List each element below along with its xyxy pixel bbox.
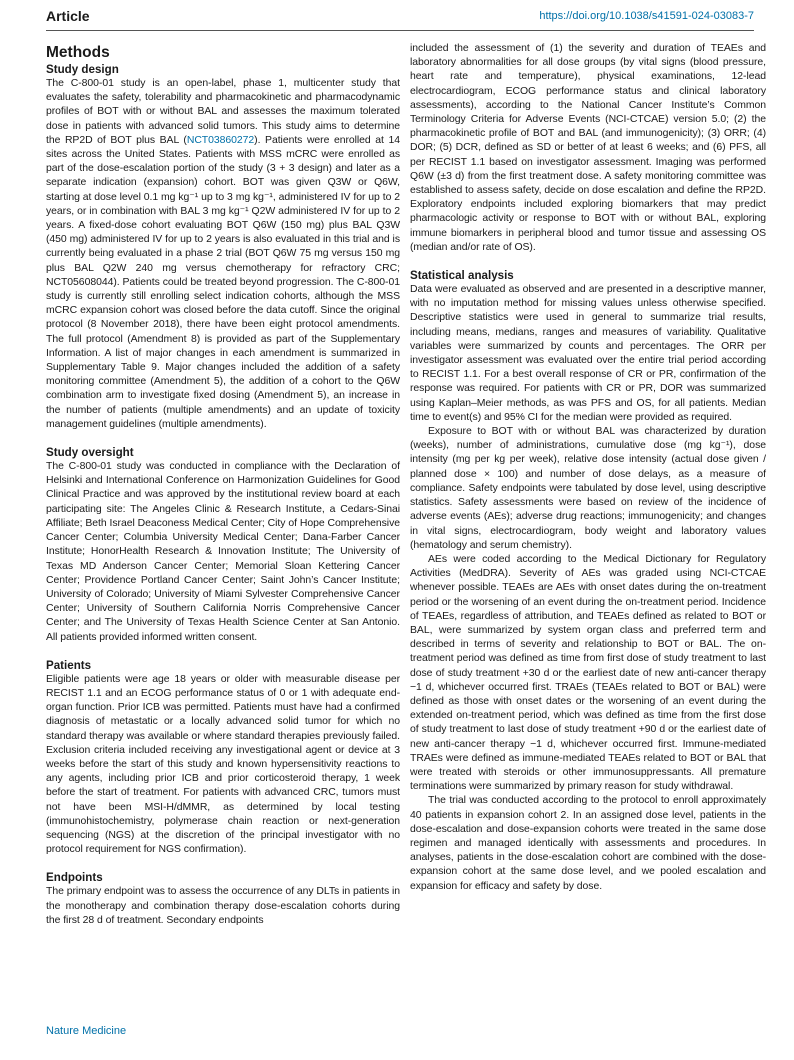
endpoints-heading: Endpoints — [46, 871, 103, 885]
left-column — [46, 44, 400, 928]
study-design-text: The C-800-01 study is an open-label, phase 1, multicenter study that evaluates the safety, tolerability and pharmacokinetic and pharmacodynamic profiles of BOT with or without BAL and assesses the maximum tolerated dose in patients with advanced solid tumors. This study aims to determine the RP2D of BOT plus BAL (NCT03860272). Patients were enrolled at 14 sites across the United States. Patients with MSS mCRC were enrolled as part of the dose-escalation portion of the study (3 + 3 design) and later as a separate indication (expansion) cohort. BOT was given Q3W or Q6W, starting at dose level 0.1 mg kg⁻¹ up to 3 mg kg⁻¹, administered IV for up to 2 years, or in combination with BAL 3 mg kg⁻¹ Q2W administered IV for up to 2 years. A fixed-dose cohort evaluating BOT Q6W (150 mg) plus BAL Q3W (450 mg) administered IV for up to 2 years is also evaluated in this trial and is currently being evaluated in a phase 2 trial (BOT Q6W 75 mg versus 150 mg plus BAL Q2W 240 mg versus chemotherapy for refractory CRC; NCT05608044). Patients could be treated beyond progression. The C-800-01 study is currently still enrolling select indication cohorts, although the MSS mCRC expansion cohort was closed before the data cutoff. Since the original protocol (8 November 2018), there have been eight protocol amendments. The full protocol (Amendment 8) is provided as part of the Supplementary Information. A list of major changes in each amendment is summarized in Supplementary Table 9. Major changes included the addition of a safety monitoring committee (Amendment 5), the addition of a cohort to the Q6W combination arm to investigate fixed dosing (Amendment 5), an increase in the number of patients (multiple amendments) and an update of toxicity management guidelines (multiple amendments). — [46, 78, 400, 430]
endpoints-text-left: The primary endpoint was to assess the occurrence of any DLTs in patients in the monotherapy and combination therapy dose-escalation cohorts during the first 28 d of treatment. Secondary endpoints — [46, 886, 400, 926]
header-divider — [46, 30, 754, 31]
nct-link[interactable]: NCT03860272 — [186, 134, 255, 146]
doi-link[interactable]: https://doi.org/10.1038/s41591-024-03083-7 — [539, 10, 754, 22]
statistical-analysis-heading: Statistical analysis — [410, 269, 514, 283]
statistical-analysis-p1: Data were evaluated as observed and are presented in a descriptive manner, with no imputation method for missing values unless otherwise specified. Descriptive statistics were used in general to summarize trial results, including means, medians, ranges and measures of variability. Qualitative variables were summarized by counts and percentages. The ORR per investigator assessment was evaluated over the entire trial period according to RECIST 1.1. For a best overall response of CR or PR, confirmation of the response was required. For patients with CR or PR, DOR was summarized using Kaplan–Meier methods, as was PFS and OS, for all patients. Median time to event(s) and 95% CI for the median were provided as required. — [410, 284, 766, 423]
study-oversight-text: The C-800-01 study was conducted in compliance with the Declaration of Helsinki and International Conference on Harmonization Guidelines for Good Clinical Practice and was approved by the institutional review board at each participating site: The Angeles Clinic & Research Institute, a Cedars-Sinai Affiliate; Beth Israel Deaconess Medical Center; City of Hope Comprehensive Cancer Center; Columbia University Medical Center; Dana-Farber Cancer Institute; HonorHealth Research & Innovation Institute; The University of Texas MD Anderson Cancer Center; Memorial Sloan Kettering Cancer Center; Providence Portland Cancer Center; Saint John’s Cancer Institute; University of Colorado; University of Miami Sylvester Comprehensive Cancer Center; University of Southern California Norris Comprehensive Cancer Center; and The University of Texas Health Science Center at San Antonio. All patients provided informed written consent. — [46, 461, 400, 643]
study-design-heading: Study design — [46, 63, 119, 76]
article-label: Article — [46, 8, 90, 24]
methods-title: Methods — [46, 44, 110, 61]
patients-heading: Patients — [46, 658, 92, 672]
statistical-analysis-p4: The trial was conducted according to the protocol to enroll approximately 40 patients in expansion cohort 2. In an assigned dose level, patients in the dose-escalation and dose-expansion cohorts were treated in the same dose regimen and managed identically with assessments and procedures. In analyses, patients in the dose-escalation cohort are combined with the dose-expansion cohort at the same dose level, and we pooled escalation and expansion for efficacy and safety by dose. — [410, 795, 766, 892]
journal-footer: Nature Medicine — [46, 1025, 127, 1037]
endpoints-text-right: included the assessment of (1) the severity and duration of TEAEs and laboratory abnormalities for all dose groups (by vital signs (blood pressure, heart rate and temperature), physical examinations, 12-lead electrocardiogram, ECOG performance status and clinical laboratory assessments), according to the National Cancer Institute’s Common Terminology Criteria for Adverse Events (NCI-CTCAE) version 5.0; (2) the pharmacokinetic profile of BOT and BAL (and immunogenicity); (3) ORR; (4) DOR; (5) DCR, defined as SD or better of at least 6 weeks; and (6) PFS, all per RECIST 1.1 based on investigator assessment. Imaging was performed Q6W (±3 d) from the first treatment dose. A safety monitoring committee was established to assess safety, decide on dose escalation and define the RP2D. Exploratory endpoints included exploring biomarkers that may predict pharmacologic activity or response to BOT with or without BAL, exploring immune biomarkers in peripheral blood and tumor tissue and assessing OS (median and/or rate of OS). — [410, 43, 766, 253]
statistical-analysis-p2: Exposure to BOT with or without BAL was characterized by duration (weeks), number of administrations, cumulative dose (mg kg⁻¹), dose intensity (mg per kg per week), relative dose intensity (actual dose given / planned dose × 100) and number of dose delays, as a measure of compliance. Safety endpoints were tabulated by dose level, using descriptive statistics. Safety assessments were based on review of the incidence of adverse events (AEs); adverse drug reactions; immunogenicity; and changes in vital signs, electrocardiogram, body weight and laboratory values (hematology and serum chemistry). — [410, 426, 766, 551]
statistical-analysis-p3: AEs were coded according to the Medical Dictionary for Regulatory Activities (MedDRA). Severity of AEs was graded using NCI-CTCAE whenever possible. TEAEs are AEs with onset dates during the on-treatment period or the worsening of an event during the on-treatment period. Incidence of TEAEs, regardless of attribution, and TEAEs defined as related to BOT or BAL, were summarized by system organ class and preferred term and described in terms of severity and relationship to BOT or BAL. The on-treatment period was defined as time from first dose of study treatment to last dose of study treatment +30 d or the earliest date of new anti-cancer therapy −1 d, whichever occurred first. TRAEs (TEAEs related to BOT or BAL) were defined as those with onset dates or the worsening of an event during the extended on-treatment period, which was defined as time from the first dose of study treatment to last dose of study treatment +90 d or the earliest date of new anti-cancer therapy −1 d, whichever occurred first. Immune-mediated TRAEs were defined as immune-mediated TEAEs related to BOT or BAL that were treated with steroids or other immunosuppressants. All premature terminations were summarized by primary reason for study withdrawal. — [410, 553, 766, 793]
study-oversight-heading: Study oversight — [46, 446, 134, 460]
patients-text: Eligible patients were age 18 years or older with measurable disease per RECIST 1.1 and an ECOG performance status of 0 or 1 with adequate end-organ function. Prior ICB was permitted. Patients must have had a confirmed diagnosis of metastatic or a locally advanced solid tumor for which no standard therapy was available or where standard therapies previously failed. Exclusion criteria included receiving any investigational agent or device at 3 weeks before the start of this study and known hypersensitivity reactions to any agents, including prior ICB and prior corticosteroid therapy, 1 week before the start of treatment. For patients with advanced CRC, tumors must not have been MSI-H/dMMR, as determined by local testing (immunohistochemistry, polymerase chain reaction or next-generation sequencing (NGS) at the discretion of the principal investigator with no protocol requirement for NGS confirmation). — [46, 673, 400, 856]
right-column — [410, 42, 766, 894]
